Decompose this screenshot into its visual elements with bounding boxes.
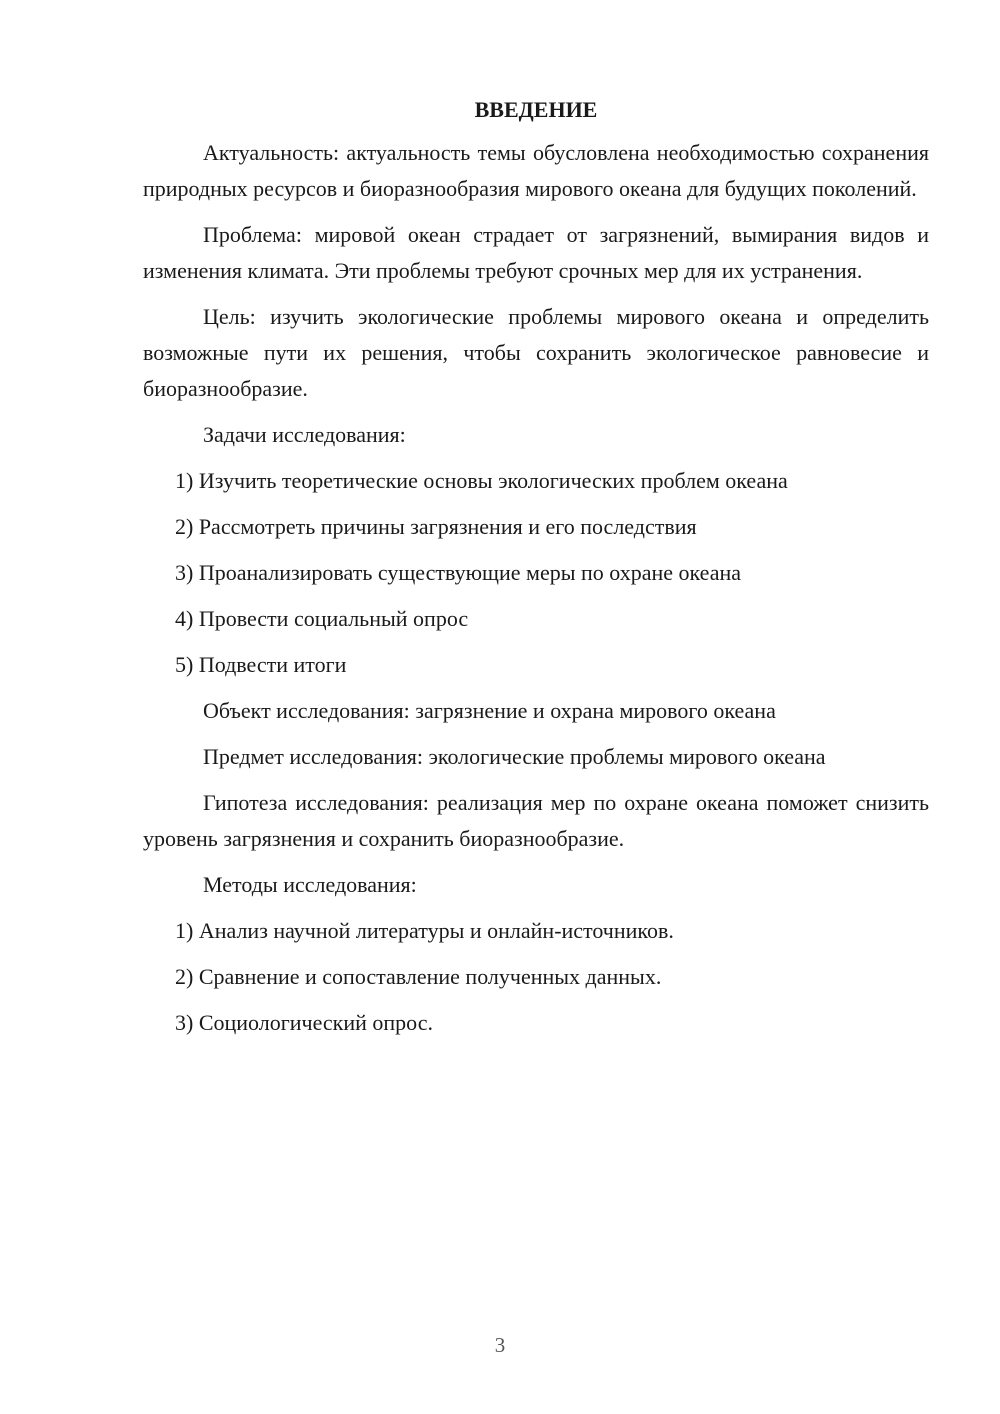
problem-paragraph: Проблема: мировой океан страдает от загрязнений, вымирания видов и изменения климата. Эти проблемы требуют срочных мер для их устранения. xyxy=(143,222,929,283)
page-number: 3 xyxy=(494,1333,506,1357)
method-item: 1) Анализ научной литературы и онлайн-источников. xyxy=(175,918,674,943)
relevance-paragraph: Актуальность: актуальность темы обусловлена необходимостью сохранения природных ресурсов и биоразнообразия мирового океана для будущих поколений. xyxy=(143,140,929,201)
goal-paragraph: Цель: изучить экологические проблемы мирового океана и определить возможные пути их решения, чтобы сохранить экологическое равновесие и биоразнообразие. xyxy=(143,304,929,401)
method-item: 2) Сравнение и сопоставление полученных данных. xyxy=(175,964,662,989)
task-item: 2) Рассмотреть причины загрязнения и его последствия xyxy=(175,514,697,539)
page-title: ВВЕДЕНИЕ xyxy=(474,97,598,122)
hypothesis-paragraph: Гипотеза исследования: реализация мер по охране океана поможет снизить уровень загрязнения и сохранить биоразнообразие. xyxy=(143,790,929,851)
tasks-heading: Задачи исследования: xyxy=(203,422,406,447)
methods-heading: Методы исследования: xyxy=(203,872,417,897)
object-line: Объект исследования: загрязнение и охрана мирового океана xyxy=(203,698,776,723)
task-item: 4) Провести социальный опрос xyxy=(175,606,469,631)
method-item: 3) Социологический опрос. xyxy=(175,1010,433,1035)
document-page xyxy=(143,95,929,1051)
task-item: 5) Подвести итоги xyxy=(175,652,347,677)
subject-line: Предмет исследования: экологические проблемы мирового океана xyxy=(203,744,826,769)
task-item: 3) Проанализировать существующие меры по охране океана xyxy=(175,560,741,585)
task-item: 1) Изучить теоретические основы экологических проблем океана xyxy=(175,468,788,493)
